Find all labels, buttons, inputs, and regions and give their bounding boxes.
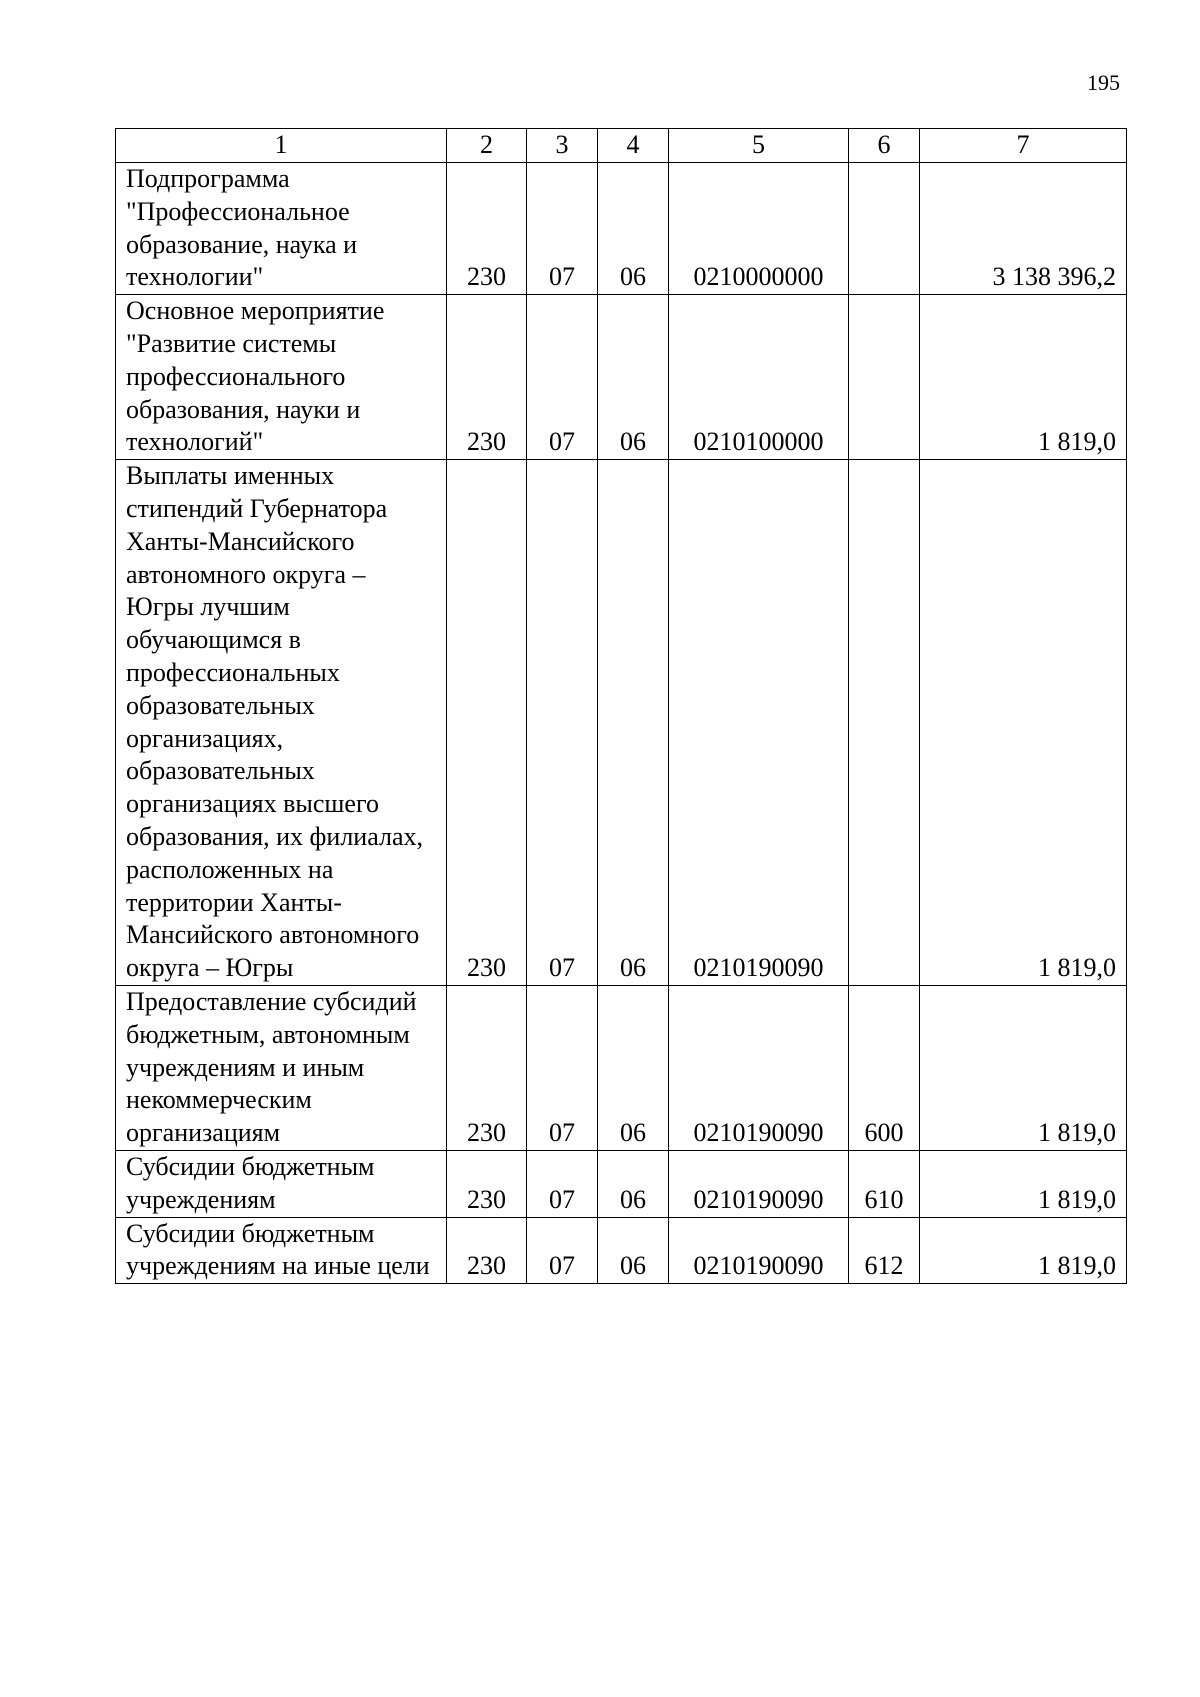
row-col-2: 230 — [447, 460, 527, 986]
row-col-6 — [849, 295, 920, 460]
row-name: Субсидии бюджетным учреждениям — [116, 1150, 447, 1217]
row-name: Основное мероприятие "Развитие системы профессионального образования, науки и технологий" — [116, 295, 447, 460]
row-col-5: 0210190090 — [669, 460, 849, 986]
table-header — [116, 129, 1127, 163]
row-col-5: 0210100000 — [669, 295, 849, 460]
row-col-6 — [849, 460, 920, 986]
row-name: Предоставление субсидий бюджетным, автономным учреждениям и иным некоммерческим организациям — [116, 985, 447, 1150]
row-col-6 — [849, 163, 920, 295]
row-col-4: 06 — [598, 163, 669, 295]
header-col-1: 1 — [116, 129, 447, 163]
table-row — [116, 1217, 1127, 1284]
row-col-4: 06 — [598, 460, 669, 986]
table-row — [116, 460, 1127, 986]
row-amount: 1 819,0 — [920, 1217, 1127, 1284]
row-col-2: 230 — [447, 295, 527, 460]
row-amount: 1 819,0 — [920, 985, 1127, 1150]
row-col-4: 06 — [598, 1150, 669, 1217]
header-col-5: 5 — [669, 129, 849, 163]
row-col-4: 06 — [598, 985, 669, 1150]
row-col-6: 612 — [849, 1217, 920, 1284]
row-name: Субсидии бюджетным учреждениям на иные цели — [116, 1217, 447, 1284]
row-col-3: 07 — [527, 1217, 598, 1284]
row-amount: 3 138 396,2 — [920, 163, 1127, 295]
row-col-3: 07 — [527, 163, 598, 295]
row-col-5: 0210190090 — [669, 1217, 849, 1284]
header-col-6: 6 — [849, 129, 920, 163]
page-number: 195 — [1087, 70, 1120, 95]
row-col-5: 0210190090 — [669, 985, 849, 1150]
row-col-6: 600 — [849, 985, 920, 1150]
row-col-3: 07 — [527, 460, 598, 986]
table-row — [116, 1150, 1127, 1217]
row-col-5: 0210000000 — [669, 163, 849, 295]
table-body — [116, 163, 1127, 1284]
row-amount: 1 819,0 — [920, 295, 1127, 460]
budget-table — [115, 128, 1127, 1284]
header-col-3: 3 — [527, 129, 598, 163]
row-col-2: 230 — [447, 1217, 527, 1284]
header-col-7: 7 — [920, 129, 1127, 163]
header-col-2: 2 — [447, 129, 527, 163]
row-col-3: 07 — [527, 985, 598, 1150]
header-col-4: 4 — [598, 129, 669, 163]
row-name: Выплаты именных стипендий Губернатора Ханты-Мансийского автономного округа – Югры лучшим обучающимся в профессиональных образовательных организациях, образовательных организациях высшего образования, их филиалах, расположенных на территории Ханты-Мансийского автономного округа – Югры — [116, 460, 447, 986]
header-row — [116, 129, 1127, 163]
row-col-4: 06 — [598, 295, 669, 460]
row-col-3: 07 — [527, 1150, 598, 1217]
row-amount: 1 819,0 — [920, 1150, 1127, 1217]
table-row — [116, 163, 1127, 295]
table-row — [116, 295, 1127, 460]
table-row — [116, 985, 1127, 1150]
row-col-2: 230 — [447, 985, 527, 1150]
row-col-2: 230 — [447, 163, 527, 295]
row-amount: 1 819,0 — [920, 460, 1127, 986]
row-col-2: 230 — [447, 1150, 527, 1217]
row-col-5: 0210190090 — [669, 1150, 849, 1217]
row-col-6: 610 — [849, 1150, 920, 1217]
row-name: Подпрограмма "Профессиональное образование, наука и технологии" — [116, 163, 447, 295]
row-col-4: 06 — [598, 1217, 669, 1284]
row-col-3: 07 — [527, 295, 598, 460]
